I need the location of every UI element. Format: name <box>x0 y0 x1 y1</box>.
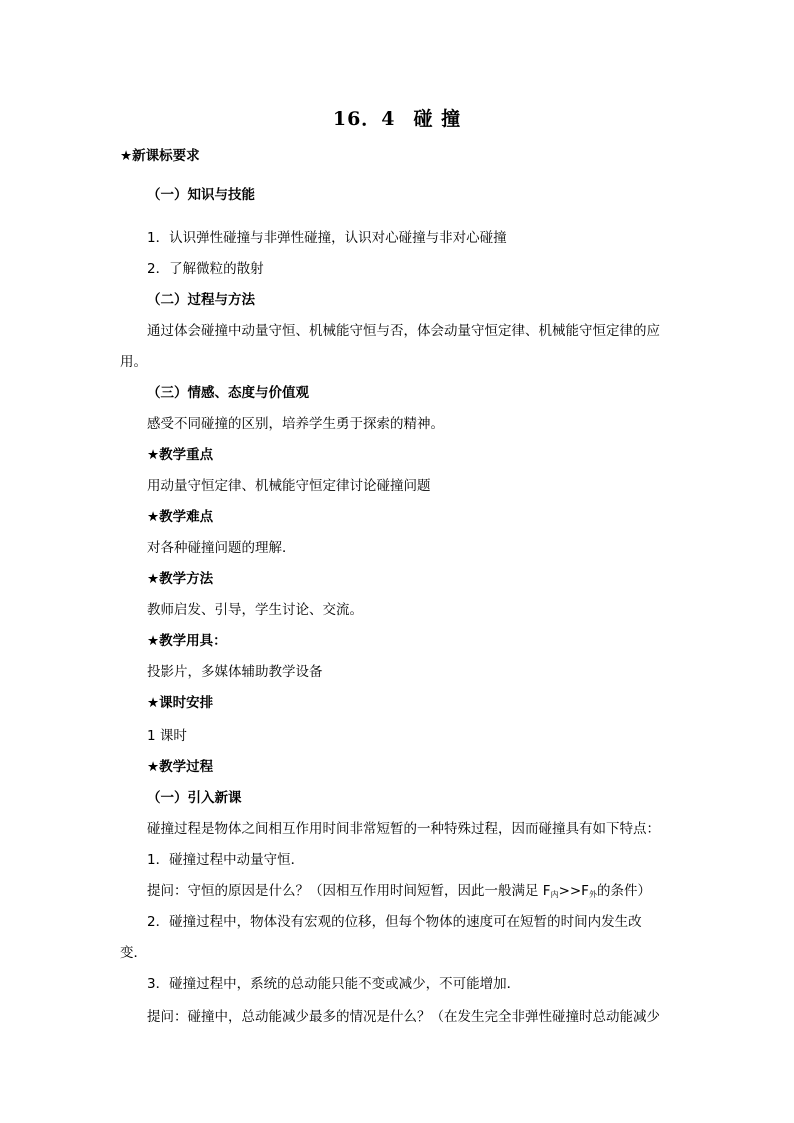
paragraph-line: 2．碰撞过程中，物体没有宏观的位移，但每个物体的速度可在短暂的时间内发生改 <box>147 914 642 930</box>
paragraph-line: 用。 <box>120 354 147 370</box>
paragraph-line: 1 课时 <box>147 728 187 744</box>
paragraph-line: 提问：守恒的原因是什么？（因相互作用时间短暂，因此一般满足 $F_内>>F_外$的条件） <box>147 883 651 899</box>
title-number: 16．4 <box>332 108 396 130</box>
section-heading-process: ★ 教学过程 <box>147 758 213 776</box>
section-heading-tools: ★ 教学用具： <box>147 632 227 650</box>
paragraph-line: 提问：碰撞中，总动能减少最多的情况是什么？（在发生完全非弹性碰撞时总动能减少 <box>147 1009 660 1025</box>
paragraph-line: 1．碰撞过程中动量守恒． <box>147 852 305 868</box>
paragraph-line: 变． <box>120 945 147 961</box>
title-text: 碰 撞 <box>413 108 462 130</box>
paragraph-line: 1．认识弹性碰撞与非弹性碰撞，认识对心碰撞与非对心碰撞 <box>147 230 507 246</box>
section-heading-standards: ★ 新课标要求 <box>120 147 200 165</box>
paragraph-line: 感受不同碰撞的区别，培养学生勇于探索的精神。 <box>147 416 444 432</box>
subheading-knowledge-skills: （一）知识与技能 <box>147 187 255 203</box>
section-heading-key-points: ★ 教学重点 <box>147 446 213 464</box>
paragraph-line: 通过体会碰撞中动量守恒、机械能守恒与否，体会动量守恒定律、机械能守恒定律的应 <box>147 323 660 339</box>
subscript-inner: 内 <box>550 890 559 899</box>
paragraph-line: 教师启发、引导，学生讨论、交流。 <box>147 602 363 618</box>
section-heading-difficulties: ★ 教学难点 <box>147 508 213 526</box>
section-heading-methods: ★ 教学方法 <box>147 570 213 588</box>
section-heading-schedule: ★ 课时安排 <box>147 694 213 712</box>
subheading-attitude-values: （三）情感、态度与价值观 <box>147 385 309 401</box>
paragraph-line: 对各种碰撞问题的理解． <box>147 540 296 556</box>
subheading-introduction: （一）引入新课 <box>147 790 242 806</box>
paragraph-line: 2．了解微粒的散射 <box>147 261 264 277</box>
paragraph-line: 用动量守恒定律、机械能守恒定律讨论碰撞问题 <box>147 478 431 494</box>
page-title <box>0 104 794 131</box>
paragraph-line: 3．碰撞过程中，系统的总动能只能不变或减少，不可能增加． <box>147 976 521 992</box>
subscript-outer: 外 <box>588 890 597 899</box>
paragraph-line: 投影片，多媒体辅助教学设备 <box>147 664 323 680</box>
subheading-process-methods: （二）过程与方法 <box>147 292 255 308</box>
paragraph-line: 碰撞过程是物体之间相互作用时间非常短暂的一种特殊过程，因而碰撞具有如下特点： <box>147 821 660 837</box>
